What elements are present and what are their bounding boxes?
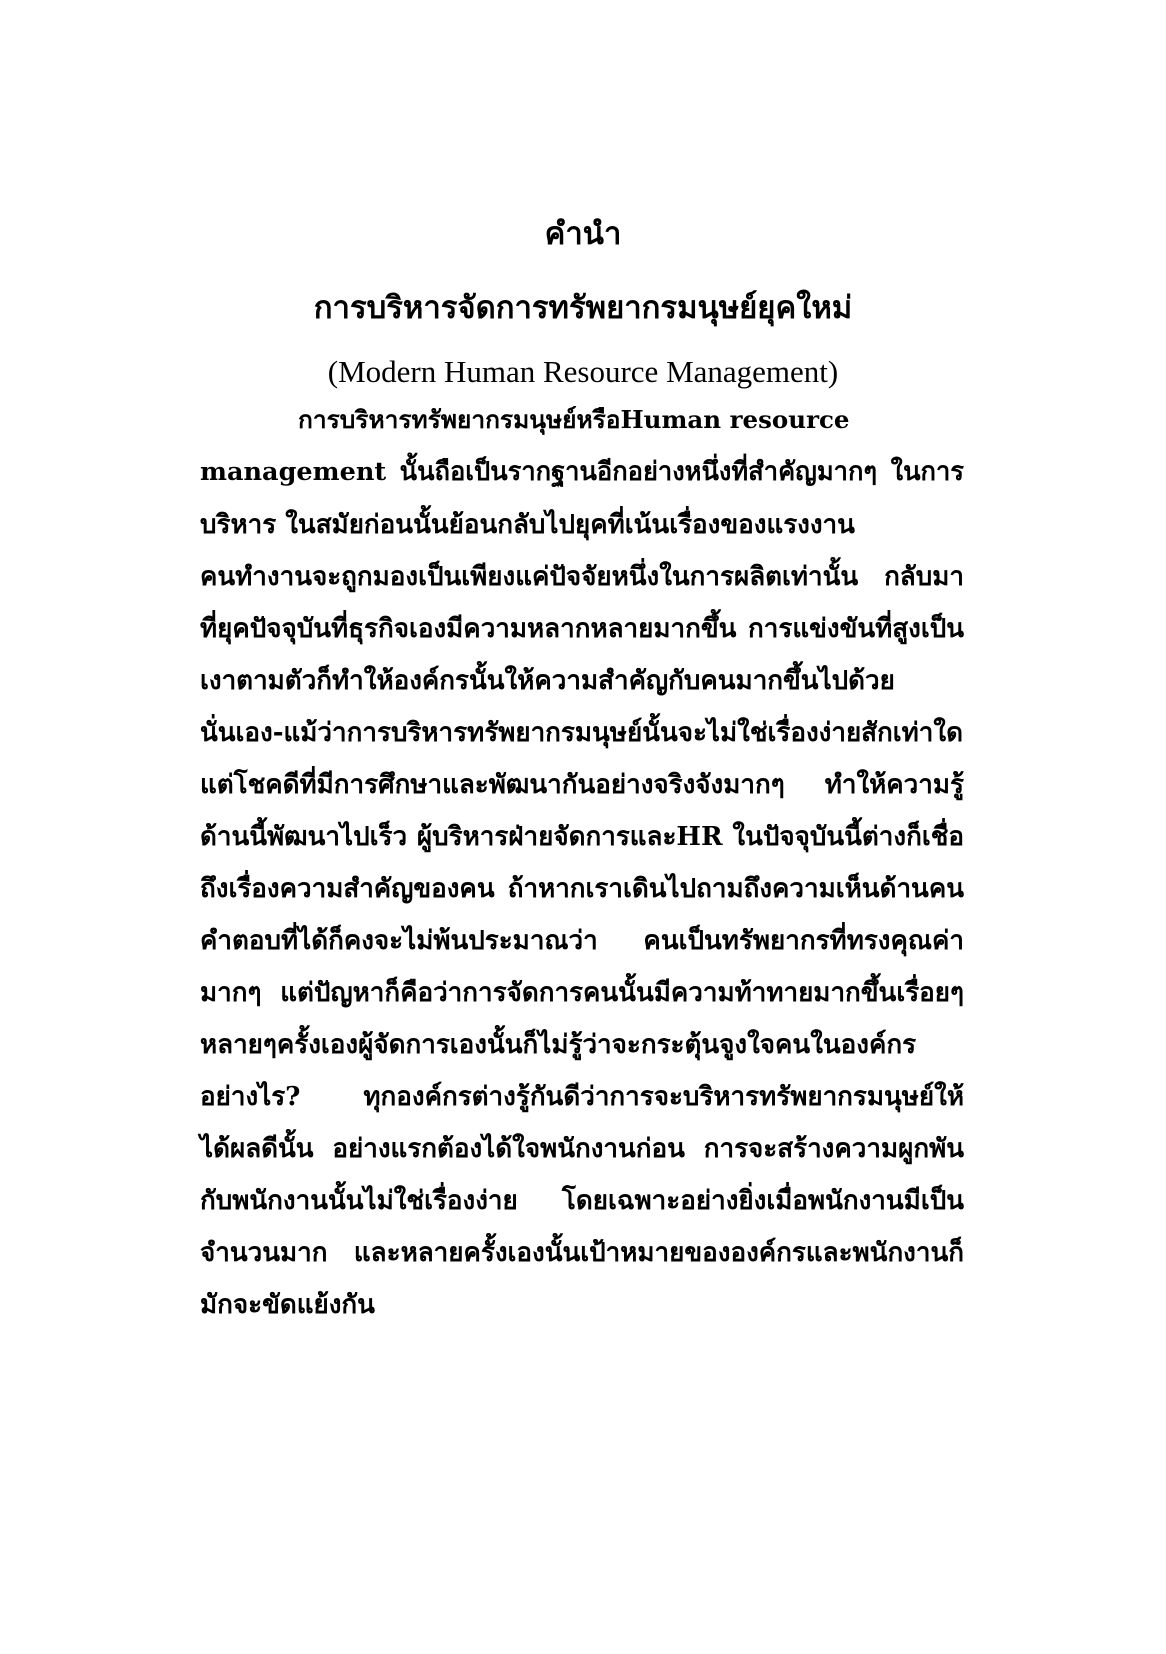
page-title: คำนำ [544,216,622,252]
body-line: ที่ยุคปัจจุบันที่ธุรกิจเองมีความหลากหลายมากขึ้น การแข่งขันที่สูงเป็น [200,614,964,644]
body-line: มากๆ แต่ปัญหาก็คือว่าการจัดการคนนั้นมีความท้าทายมากขึ้นเรื่อยๆ [200,978,964,1008]
body-line: บริหาร ในสมัยก่อนนั้นย้อนกลับไปยุคที่เน้นเรื่องของแรงงาน [200,510,855,540]
body-line: นั่นเอง-แม้ว่าการบริหารทรัพยากรมนุษย์นั้นจะไม่ใช่เรื่องง่ายสักเท่าใด [200,718,963,748]
body-line: คำตอบที่ได้ก็คงจะไม่พ้นประมาณว่า คนเป็นทรัพยากรที่ทรงคุณค่า [200,926,964,956]
body-line: เงาตามตัวก็ทำให้องค์กรนั้นให้ความสำคัญกับคนมากขึ้นไปด้วย [200,666,895,696]
page-subtitle: การบริหารจัดการทรัพยากรมนุษย์ยุคใหม่ [313,290,853,326]
body-line: จำนวนมาก และหลายครั้งเองนั้นเป้าหมายขององค์กรและพนักงานก็ [200,1238,964,1268]
body-line: ถึงเรื่องความสำคัญของคน ถ้าหากเราเดินไปถามถึงความเห็นด้านคน [200,874,964,904]
body-line: คนทำงานจะถูกมองเป็นเพียงแค่ปัจจัยหนึ่งในการผลิตเท่านั้น กลับมา [200,562,964,592]
body-line: ได้ผลดีนั้น อย่างแรกต้องได้ใจพนักงานก่อน การจะสร้างความผูกพัน [200,1134,964,1164]
body-line: หลายๆครั้งเองผู้จัดการเองนั้นก็ไม่รู้ว่าจะกระตุ้นจูงใจคนในองค์กร [200,1030,917,1060]
body-line: กับพนักงานนั้นไม่ใช่เรื่องง่าย โดยเฉพาะอย่างยิ่งเมื่อพนักงานมีเป็น [200,1186,964,1216]
body-line: ด้านนี้พัฒนาไปเร็ว ผู้บริหารฝ่ายจัดการและHR ในปัจจุบันนี้ต่างก็เชื่อ [200,822,964,852]
body-line: อย่างไร? ทุกองค์กรต่างรู้กันดีว่าการจะบริหารทรัพยากรมนุษย์ให้ [200,1082,964,1112]
english-title: (Modern Human Resource Management) [327,354,839,389]
body-line: มักจะขัดแย้งกัน [200,1290,375,1320]
body-line: การบริหารทรัพยากรมนุษย์หรือHuman resource [298,405,850,434]
body-line: management นั้นถือเป็นรากฐานอีกอย่างหนึ่งที่สำคัญมากๆ ในการ [200,457,964,487]
body-line: แต่โชคดีที่มีการศึกษาและพัฒนากันอย่างจริงจังมากๆ ทำให้ความรู้ [200,770,964,800]
